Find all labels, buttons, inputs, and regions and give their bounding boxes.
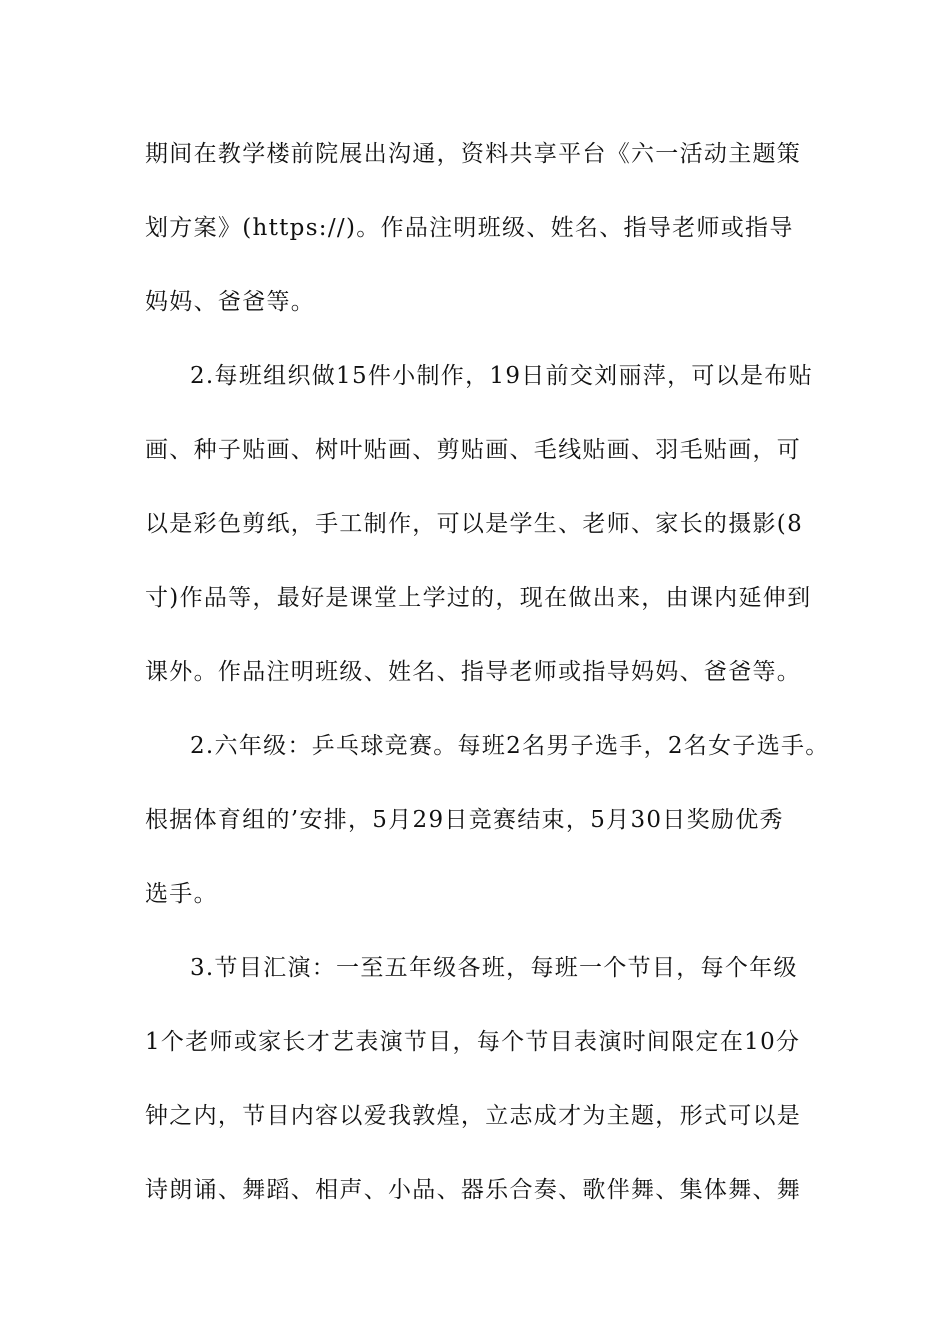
text-line: 划方案》(https://)。作品注明班级、姓名、指导老师或指导 [145,215,794,241]
text-line: 画、种子贴画、树叶贴画、剪贴画、毛线贴画、羽毛贴画，可 [145,437,802,463]
paragraph-first-line: 2.每班组织做15件小制作，19日前交刘丽萍，可以是布贴 [190,363,813,389]
text-line: 选手。 [145,881,218,907]
text-line: 1个老师或家长才艺表演节目，每个节目表演时间限定在10分 [145,1029,801,1055]
text-line: 寸)作品等，最好是课堂上学过的，现在做出来，由课内延伸到 [145,585,812,611]
text-line: 课外。作品注明班级、姓名、指导老师或指导妈妈、爸爸等。 [145,659,802,685]
text-line: 根据体育组的’安排，5月29日竞赛结束，5月30日奖励优秀 [145,807,784,833]
paragraph-first-line: 3.节目汇演：一至五年级各班，每班一个节目，每个年级 [190,955,798,981]
text-line: 以是彩色剪纸，手工制作，可以是学生、老师、家长的摄影(8 [145,511,804,537]
paragraph-first-line: 2.六年级：乒乓球竞赛。每班2名男子选手，2名女子选手。 [190,733,830,759]
text-line: 钟之内，节目内容以爱我敦煌，立志成才为主题，形式可以是 [145,1103,802,1129]
text-line: 诗朗诵、舞蹈、相声、小品、器乐合奏、歌伴舞、集体舞、舞 [145,1177,802,1203]
text-line: 妈妈、爸爸等。 [145,289,316,315]
text-line: 期间在教学楼前院展出沟通，资料共享平台《六一活动主题策 [145,141,802,167]
